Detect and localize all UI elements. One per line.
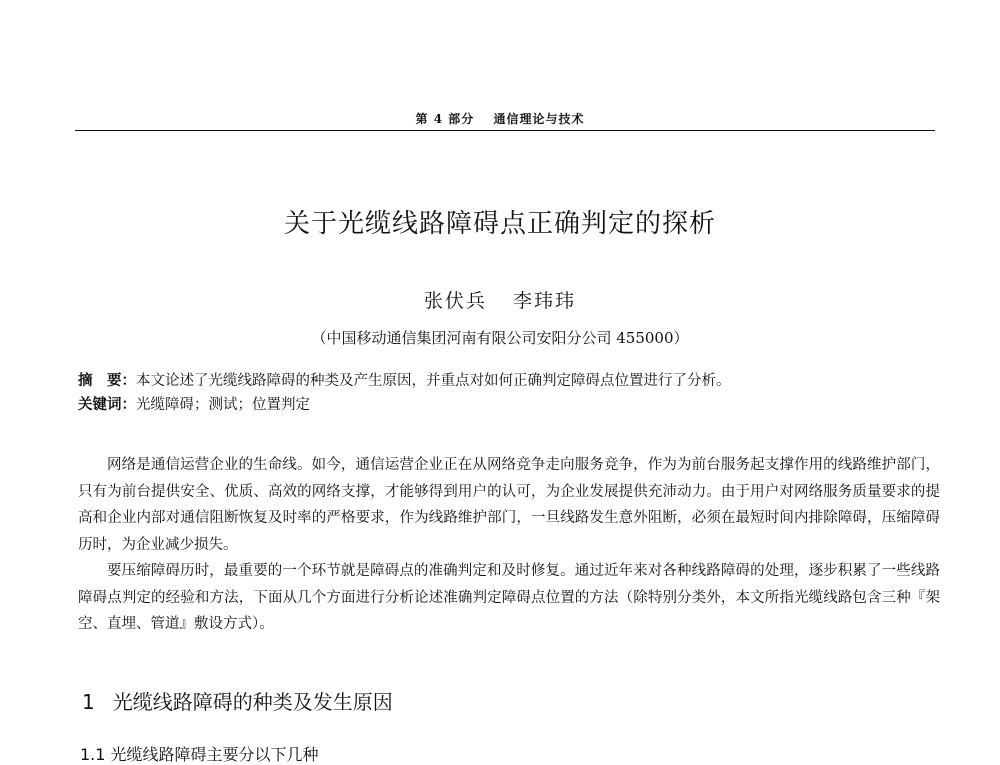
affiliation: （中国移动通信集团河南有限公司安阳分公司 455000） (311, 329, 689, 347)
section-number: 1 (82, 690, 95, 714)
header-section: 通信理论与技术 (493, 112, 585, 126)
abstract (78, 369, 938, 393)
section-title: 光缆线路障碍的种类及发生原因 (112, 690, 393, 714)
paragraph: 网络是通信运营企业的生命线。如今，通信运营企业正在从网络竞争走向服务竞争，作为为前台服务起支撑作用的线路维护部门，只有为前台提供安全、优质、高效的网络支撑，才能够得到用户的认可，为企业发展提供充沛动力。由于用户对网络服务质量要求的提高和企业内部对通信阻断恢复及时率的严格要求，作为线路维护部门，一旦线路发生意外阻断，必须在最短时间内排除障碍，压缩障碍历时，为企业减少损失。 (78, 457, 940, 553)
paragraph: 要压缩障碍历时，最重要的一个环节就是障碍点的准确判定和及时修复。通过近年来对各种线路障碍的处理，逐步积累了一些线路障碍点判定的经验和方法，下面从几个方面进行分析论述准确判定障碍点位置的方法（除特别分类外，本文所指光缆线路包含三种『架空、直埋、管道』敷设方式）。 (78, 563, 940, 632)
keywords-text: 光缆障碍；测试；位置判定 (136, 397, 310, 413)
author-name: 张伏兵 (423, 290, 487, 312)
subsection-heading: 1.1 光缆线路障碍主要分以下几种 (80, 745, 319, 764)
section-heading (82, 686, 393, 715)
keywords (78, 393, 938, 417)
author-list (0, 286, 1000, 313)
header-rule (75, 130, 935, 131)
author-name: 李玮玮 (513, 290, 577, 312)
paper-title: 关于光缆线路障碍点正确判定的探析 (283, 209, 716, 239)
abstract-text: 本文论述了光缆线路障碍的种类及产生原因，并重点对如何正确判定障碍点位置进行了分析。 (136, 373, 731, 389)
abstract-block (78, 369, 938, 417)
running-header (0, 110, 1000, 127)
abstract-label: 摘 要： (78, 372, 136, 389)
body-text (78, 452, 940, 638)
keywords-label: 关键词： (78, 396, 136, 413)
header-part: 第 4 部分 (415, 112, 475, 126)
